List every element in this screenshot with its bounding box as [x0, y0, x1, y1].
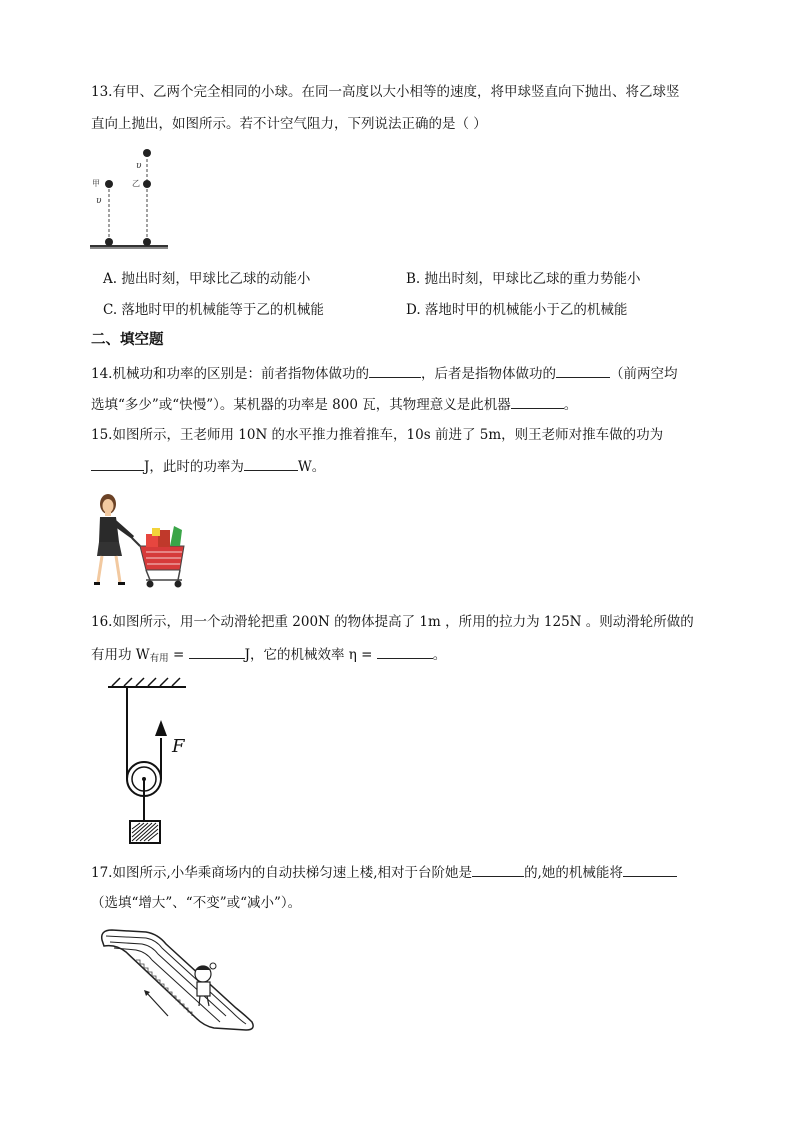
label-yi: 乙 [132, 179, 140, 188]
q16-text-2: = [168, 647, 189, 663]
q13-line2: 直向上抛出，如图所示。若不计空气阻力，下列说法正确的是（ ） [91, 116, 487, 132]
label-v-yi: υ [136, 161, 142, 171]
q15-line1: 15.如图所示，王老师用 10N 的水平推力推着推车，10s 前进了 5m，则王老师对推车做的功为 [91, 427, 664, 443]
ball-yi-top [143, 149, 151, 157]
q17-line1 [91, 862, 677, 883]
ball-jia-ground [105, 238, 113, 246]
q15-blank-1[interactable] [91, 456, 144, 471]
q16-pulley-figure [104, 676, 200, 848]
ball-yi-start [143, 180, 151, 188]
q14-text-1: 14.机械功和功率的区别是：前者指物体做功的 [91, 366, 369, 382]
q13-option-d: D. 落地时甲的机械能小于乙的机械能 [406, 302, 628, 318]
force-label: F [172, 736, 185, 757]
section-title: 二、填空题 [91, 331, 164, 348]
q15-blank-2[interactable] [244, 456, 298, 471]
ball-jia-start [105, 180, 113, 188]
q14-blank-2[interactable] [556, 363, 610, 378]
q17-blank-1[interactable] [472, 862, 524, 877]
q16-line1: 16.如图所示，用一个动滑轮把重 200N 的物体提高了 1m ，所用的拉力为 125N 。则动滑轮所做的 [91, 614, 694, 630]
q13-option-c: C. 落地时甲的机械能等于乙的机械能 [103, 302, 324, 318]
q14-line2 [91, 394, 577, 415]
q14-text-2: ，后者是指物体做功的 [420, 366, 556, 382]
q14-text-4: 选填“多少”或“快慢”）。某机器的功率是 800 瓦，其物理意义是此机器 [91, 397, 511, 413]
q14-text-5: 。 [563, 397, 578, 413]
q16-text-3: J，它的机械效率 η = [244, 647, 377, 663]
ball-yi-ground [143, 238, 151, 246]
q13-line1: 13.有甲、乙两个完全相同的小球。在同一高度以大小相等的速度，将甲球竖直向下抛出、将乙球竖 [91, 84, 680, 100]
label-jia: 甲 [92, 179, 100, 188]
q13-option-a: A. 抛出时刻，甲球比乙球的动能小 [103, 271, 311, 287]
q17-line2: （选填“增大”、“不变”或“减小”）。 [91, 895, 302, 911]
q13-balls-figure [88, 146, 170, 252]
label-v-jia: υ [96, 196, 102, 206]
q15-text-2: W。 [297, 459, 326, 475]
q16-blank-2[interactable] [377, 644, 433, 659]
q16-text-1: 有用功 W [91, 647, 150, 663]
q14-blank-1[interactable] [369, 363, 421, 378]
q15-teacher-cart-figure [90, 490, 190, 592]
q14-line1 [91, 363, 677, 384]
q16-line2 [91, 644, 446, 669]
q15-text-1: J，此时的功率为 [144, 459, 244, 475]
q17-blank-2[interactable] [623, 862, 677, 877]
q17-escalator-figure [96, 924, 258, 1034]
q13-option-b: B. 抛出时刻，甲球比乙球的重力势能小 [406, 271, 641, 287]
q15-line2 [91, 456, 325, 477]
q16-sub-youyong: 有用 [149, 653, 169, 664]
q14-text-3: （前两空均 [609, 366, 678, 382]
q17-text-2: 的,她的机械能将 [524, 865, 623, 881]
q16-text-4: 。 [432, 647, 447, 663]
q17-text-1: 17.如图所示,小华乘商场内的自动扶梯匀速上楼,相对于台阶她是 [91, 865, 473, 881]
q16-blank-1[interactable] [189, 644, 245, 659]
q14-blank-3[interactable] [511, 394, 564, 409]
